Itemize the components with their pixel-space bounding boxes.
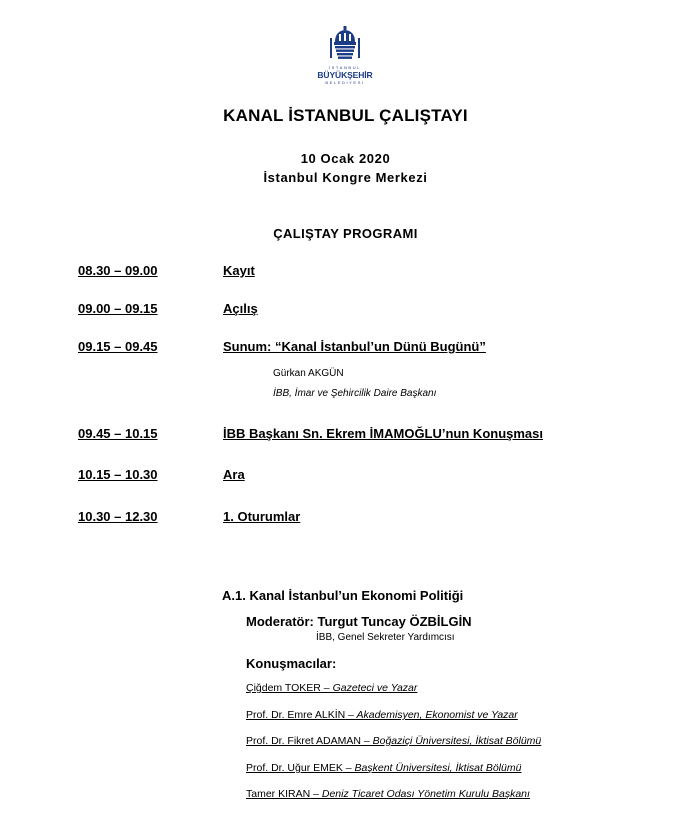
event-venue: İstanbul Kongre Merkezi	[263, 170, 428, 185]
speakers-label: Konuşmacılar:	[246, 656, 337, 671]
speaker-item	[246, 735, 541, 747]
logo-main-text: BÜYÜKŞEHİR	[317, 70, 373, 80]
moderator-label: Moderatör: Turgut Tuncay ÖZBİLGİN	[246, 614, 472, 629]
speaker-item	[246, 709, 518, 721]
schedule-time: 09.45 – 10.15	[78, 426, 158, 441]
speaker-item	[246, 682, 417, 694]
schedule-item: Açılış	[223, 301, 258, 316]
schedule-item: İBB Başkanı Sn. Ekrem İMAMOĞLU’nun Konuşması	[223, 426, 543, 441]
ibb-logo-icon	[322, 26, 368, 60]
speaker-role: – Gazeteci ve Yazar	[320, 682, 418, 694]
speaker-item	[246, 762, 521, 774]
event-date: 10 Ocak 2020	[300, 151, 391, 166]
schedule-time: 10.15 – 10.30	[78, 467, 158, 482]
logo-bottom-text: BELEDİYESİ	[325, 80, 365, 85]
presenter-title: İBB, İmar ve Şehircilik Daire Başkanı	[273, 388, 437, 399]
speaker-name: Prof. Dr. Emre ALKİN	[246, 709, 346, 721]
speaker-role: – Başkent Üniversitesi, İktisat Bölümü	[342, 762, 522, 774]
moderator-title: İBB, Genel Sekreter Yardımcısı	[316, 632, 455, 643]
schedule-time: 09.00 – 09.15	[78, 301, 158, 316]
schedule-item: 1. Oturumlar	[223, 509, 301, 524]
speaker-item	[246, 788, 530, 800]
schedule-item: Ara	[223, 467, 245, 482]
speaker-name: Prof. Dr. Uğur EMEK	[246, 762, 343, 774]
schedule-time: 09.15 – 09.45	[78, 339, 158, 354]
ibb-logo	[317, 26, 373, 86]
logo-top-text: İSTANBUL	[328, 65, 362, 70]
speaker-name: Prof. Dr. Fikret ADAMAN	[246, 735, 361, 747]
schedule-time: 10.30 – 12.30	[78, 509, 158, 524]
document-title: KANAL İSTANBUL ÇALIŞTAYI	[223, 106, 468, 125]
speaker-name: Tamer KIRAN	[246, 788, 311, 800]
presenter-name: Gürkan AKGÜN	[273, 368, 344, 379]
speaker-name: Çiğdem TOKER	[246, 682, 321, 694]
speaker-role: – Boğaziçi Üniversitesi, İktisat Bölümü	[360, 735, 542, 747]
speaker-role: – Akademisyen, Ekonomist ve Yazar	[345, 709, 518, 721]
schedule-item: Sunum: “Kanal İstanbul’un Dünü Bugünü”	[223, 339, 486, 354]
speaker-role: – Deniz Ticaret Odası Yönetim Kurulu Başkanı	[310, 788, 530, 800]
schedule-item: Kayıt	[223, 263, 255, 278]
schedule-time: 08.30 – 09.00	[78, 263, 158, 278]
program-title: ÇALIŞTAY PROGRAMI	[273, 226, 418, 241]
session-title: A.1. Kanal İstanbul’un Ekonomi Politiği	[222, 588, 464, 603]
